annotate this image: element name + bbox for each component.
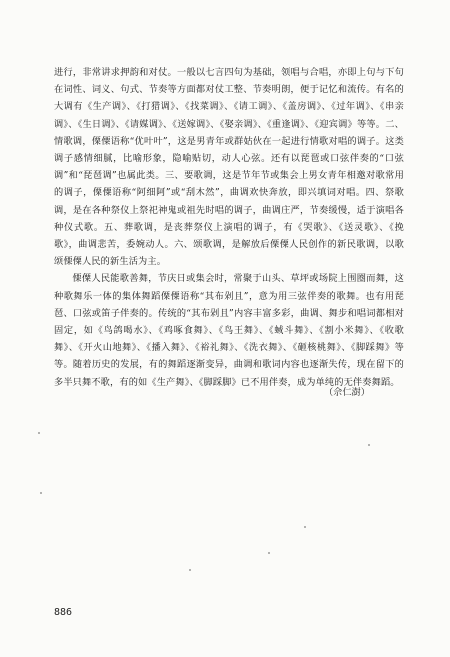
scan-speck: [38, 432, 40, 434]
scan-speck: [268, 552, 270, 554]
page-number: 886: [54, 607, 73, 618]
author-signature: （佘仁澍）: [324, 387, 370, 398]
scan-speck: [368, 444, 370, 446]
scan-speck: [189, 569, 191, 571]
paragraph-1: 进行，非常讲求押韵和对仗。一般以七言四句为基础，领唱与合唱，亦即上句与下句在词性、词义、句式、节奏等方面都对仗工整、节奏明朗，便于记忆和流传。有名的大调有《生产调》、《打猎调》、《找菜调》、《请工调》、《盖房调》、《过年调》、《串亲调》、《生日调》、《请媒调》、《送嫁调》、《娶亲调》、《重逢调》、《迎宾调》等等。二、情歌调，傈僳语称“优叶叶”，这是男青年或群姑伙在一起进行情歌对唱的调子。这类调子感情细腻，比喻形象，隐喻贴切，动人心弦。还有以琵琶或口弦伴奏的“口弦调”和“琵琶调”也属此类。三、要歌调，这是节年节或集会上男女青年相邀对歌常用的调子，傈僳语称“阿细阿”或“刮木然”，曲调欢快奔放，即兴填词对唱。四、祭歌调，是在各种祭仪上祭祀神鬼或祖先时唱的调子，曲调庄严，节奏缓慢，适于演唱各种仪式歌。五、葬歌调，是丧葬祭仪上演唱的调子，有《哭歌》、《送灵歌》、《挽歌》，曲调悲苦，委婉动人。六、颂歌调，是解放后傈僳人民创作的新民歌调，以歌颂傈僳人民的新生活为主。: [54, 67, 404, 268]
scan-speck: [304, 526, 306, 528]
body-text: [54, 64, 404, 391]
scan-speck: [40, 492, 42, 494]
paragraph-2: 傈僳人民能歌善舞，节庆日或集会时，常聚于山头、草坪或场院上围圈而舞，这种歌舞乐一体的集体舞蹈傈僳语称“其布剁且”，意为用三弦伴奏的歌舞。也有用琵琶、口弦或笛子伴奏的。传统的“其布剁且”内容丰富多彩，曲调、舞步和唱词都相对固定，如《鸟鸽喝水》、《鸡啄食舞》、《鸟王舞》、《蜮斗舞》、《割小米舞》、《收歌舞》、《开火山地舞》、《播入舞》、《裕礼舞》、《洗衣舞》、《砸核桃舞》、《脚踩舞》等等。随着历史的发展，有的舞蹈逐渐变异，曲调和歌词内容也逐渐失传，现在留下的多半只舞不歌，有的如《生产舞》、《脚踩脚》已不用伴奏，成为单纯的无伴奏舞蹈。: [54, 273, 404, 388]
